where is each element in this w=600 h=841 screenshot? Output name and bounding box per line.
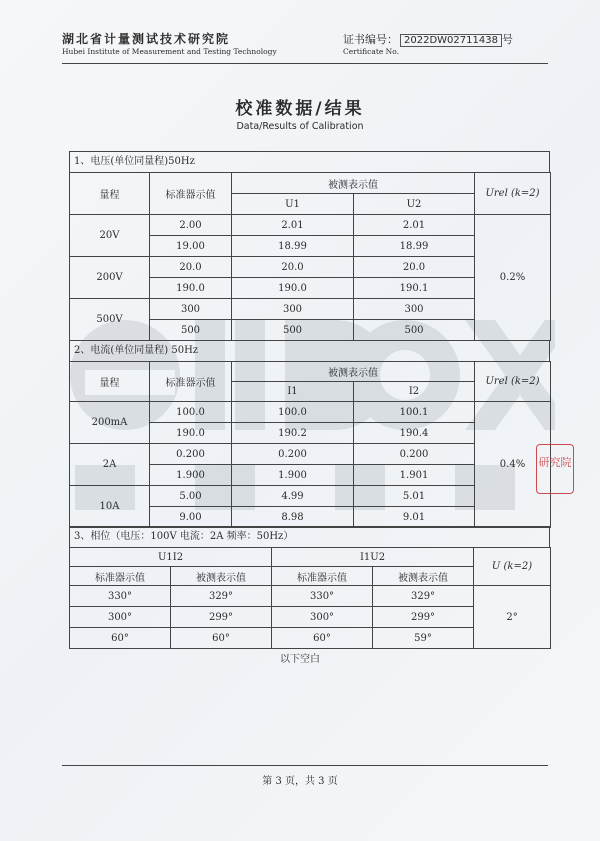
current-table	[69, 361, 551, 528]
cert-suffix: 号	[501, 33, 513, 46]
std-cell: 330°	[70, 586, 171, 607]
range-cell: 20V	[70, 215, 150, 257]
col-header-std: 标准器示值	[70, 567, 171, 586]
value-cell: 300	[232, 299, 354, 320]
col-header-std: 标准器示值	[150, 362, 232, 402]
std-cell: 300	[150, 299, 232, 320]
value-cell: 1.901	[354, 465, 475, 486]
value-cell: 500	[232, 320, 354, 341]
value-cell: 4.99	[232, 486, 354, 507]
std-cell: 60°	[272, 628, 373, 649]
std-cell: 1.900	[150, 465, 232, 486]
col-header-i2: I2	[354, 382, 475, 402]
uncertainty-cell: 0.4%	[475, 402, 551, 528]
uncertainty-cell: 2°	[474, 586, 551, 649]
col-header-measured: 被测表示值	[373, 567, 474, 586]
std-cell: 300°	[272, 607, 373, 628]
col-header-uncertainty: U (k=2)	[474, 548, 551, 586]
institute-name-en: Hubei Institute of Measurement and Testing Technology	[62, 47, 277, 56]
std-cell: 330°	[272, 586, 373, 607]
cert-label-en: Certificate No.	[343, 47, 400, 56]
std-cell: 500	[150, 320, 232, 341]
value-cell: 0.200	[232, 444, 354, 465]
value-cell: 190.1	[354, 278, 475, 299]
official-stamp: 研究院	[536, 444, 574, 494]
col-header-std: 标准器示值	[150, 173, 232, 215]
cert-label: 证书编号：	[343, 33, 398, 46]
phase-section-title: 3、相位（电压：100V 电流：2A 频率：50Hz）	[69, 526, 550, 547]
uncertainty-cell: 0.2%	[475, 215, 551, 341]
cert-number-value: 2022DW02711438	[400, 34, 502, 47]
voltage-section-title: 1、电压(单位同量程)50Hz	[69, 151, 550, 172]
std-cell: 5.00	[150, 486, 232, 507]
value-cell: 299°	[171, 607, 272, 628]
value-cell: 20.0	[354, 257, 475, 278]
page-title: 校准数据/结果	[235, 99, 365, 119]
col-header-uncertainty: Urel (k=2)	[475, 173, 551, 215]
col-header-range: 量程	[70, 362, 150, 402]
value-cell: 300	[354, 299, 475, 320]
col-header-measured: 被测表示值	[232, 362, 475, 382]
col-header-u1: U1	[232, 194, 354, 215]
footer-rule	[62, 765, 548, 766]
value-cell: 9.01	[354, 507, 475, 528]
value-cell: 190.4	[354, 423, 475, 444]
std-cell: 2.00	[150, 215, 232, 236]
value-cell: 60°	[171, 628, 272, 649]
phase-table	[69, 547, 551, 649]
value-cell: 0.200	[354, 444, 475, 465]
col-header-uncertainty: Urel (k=2)	[475, 362, 551, 402]
value-cell: 5.01	[354, 486, 475, 507]
value-cell: 190.2	[232, 423, 354, 444]
std-cell: 190.0	[150, 278, 232, 299]
value-cell: 500	[354, 320, 475, 341]
value-cell: 190.0	[232, 278, 354, 299]
value-cell: 329°	[373, 586, 474, 607]
std-cell: 60°	[70, 628, 171, 649]
value-cell: 100.1	[354, 402, 475, 423]
range-cell: 200mA	[70, 402, 150, 444]
value-cell: 20.0	[232, 257, 354, 278]
std-cell: 9.00	[150, 507, 232, 528]
col-header-measured: 被测表示值	[171, 567, 272, 586]
blank-below-note: 以下空白	[280, 654, 320, 665]
value-cell: 299°	[373, 607, 474, 628]
std-cell: 20.0	[150, 257, 232, 278]
col-header-std: 标准器示值	[272, 567, 373, 586]
group-header-u1i2: U1I2	[70, 548, 272, 567]
std-cell: 19.00	[150, 236, 232, 257]
value-cell: 59°	[373, 628, 474, 649]
page-subtitle: Data/Results of Calibration	[236, 121, 364, 132]
std-cell: 0.200	[150, 444, 232, 465]
value-cell: 18.99	[354, 236, 475, 257]
value-cell: 2.01	[354, 215, 475, 236]
col-header-u2: U2	[354, 194, 475, 215]
value-cell: 1.900	[232, 465, 354, 486]
value-cell: 100.0	[232, 402, 354, 423]
range-cell: 200V	[70, 257, 150, 299]
value-cell: 329°	[171, 586, 272, 607]
range-cell: 500V	[70, 299, 150, 341]
group-header-i1u2: I1U2	[272, 548, 474, 567]
std-cell: 100.0	[150, 402, 232, 423]
value-cell: 18.99	[232, 236, 354, 257]
value-cell: 2.01	[232, 215, 354, 236]
certificate-number	[343, 31, 513, 47]
voltage-table	[69, 172, 551, 341]
value-cell: 8.98	[232, 507, 354, 528]
col-header-measured: 被测表示值	[232, 173, 475, 194]
current-section-title: 2、电流(单位同量程) 50Hz	[69, 340, 550, 361]
range-cell: 2A	[70, 444, 150, 486]
page-number: 第 3 页，共 3 页	[262, 776, 338, 787]
range-cell: 10A	[70, 486, 150, 528]
col-header-range: 量程	[70, 173, 150, 215]
institute-name: 湖北省计量测试技术研究院	[62, 32, 231, 46]
std-cell: 190.0	[150, 423, 232, 444]
col-header-i1: I1	[232, 382, 354, 402]
std-cell: 300°	[70, 607, 171, 628]
header-rule	[62, 63, 548, 64]
